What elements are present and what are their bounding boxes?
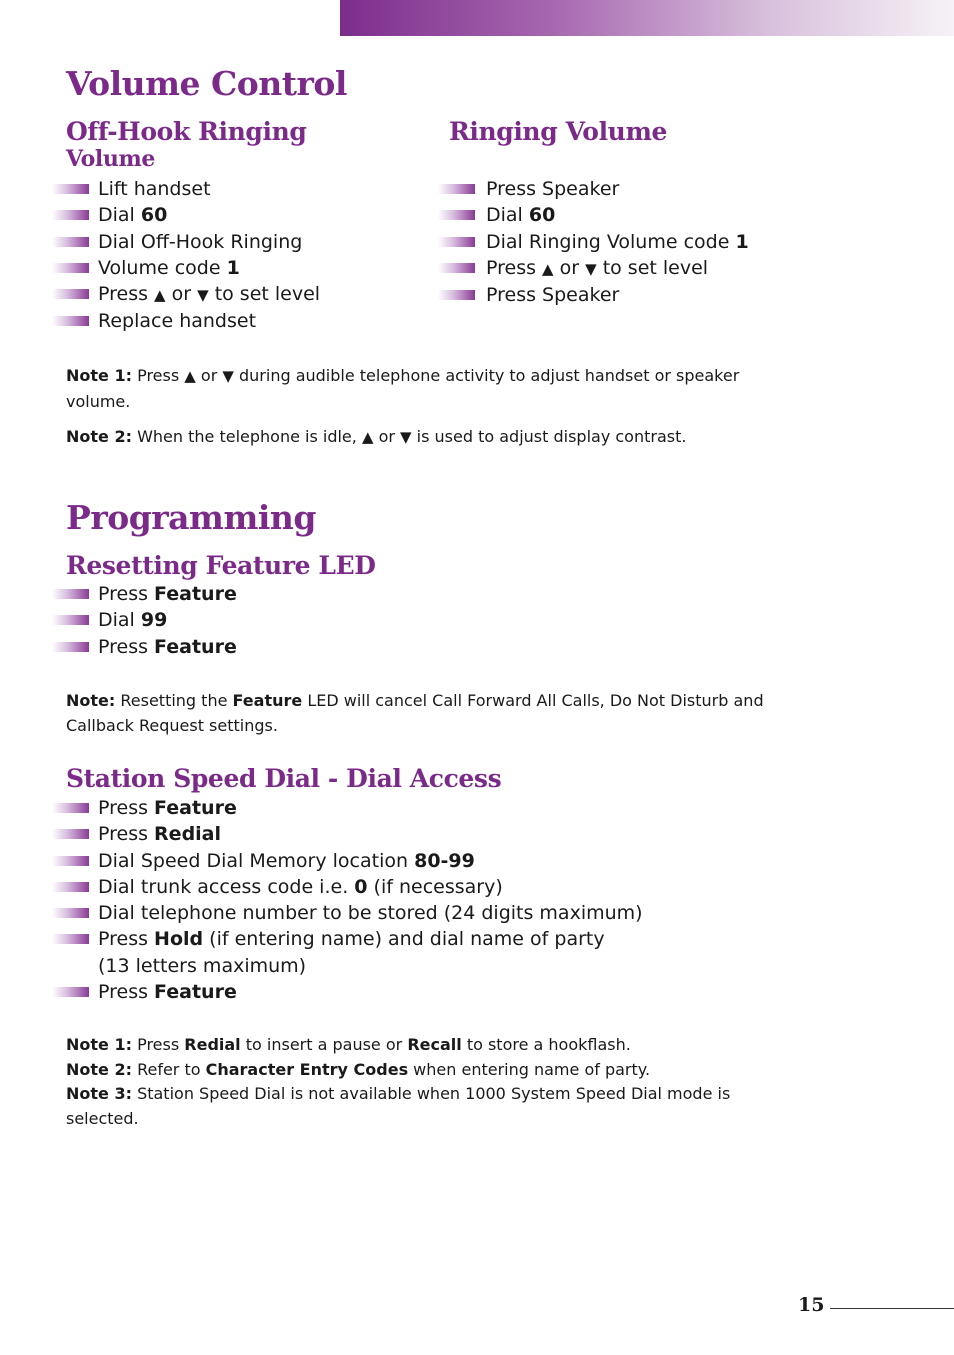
- bullet-bar-icon: [438, 237, 475, 247]
- step-code: 0: [354, 875, 368, 898]
- step-code: 80-99: [414, 849, 475, 872]
- step-key: Feature: [154, 981, 237, 1004]
- note-text: or: [373, 427, 401, 446]
- step-key: Feature: [154, 583, 237, 605]
- list-item: [52, 848, 752, 874]
- bullet-bar-icon: [52, 237, 89, 247]
- step-code: 60: [528, 204, 556, 227]
- step-text: Dial trunk access code i.e.: [98, 875, 355, 898]
- list-item: [438, 229, 858, 255]
- step-text: Dial Off-Hook Ringing: [98, 230, 303, 253]
- list-item: [52, 926, 752, 979]
- down-arrow-icon: ▼: [400, 428, 412, 446]
- step-text: Press: [98, 283, 155, 306]
- note-key: Recall: [407, 1035, 462, 1054]
- resetting-note: [66, 688, 816, 738]
- up-arrow-icon: ▲: [542, 259, 554, 278]
- list-item: [52, 229, 412, 255]
- ringing-volume-heading: Ringing Volume: [449, 117, 667, 146]
- note-text: Press: [131, 1035, 185, 1054]
- page-number: 15: [798, 1294, 825, 1316]
- resetting-steps-list: [52, 581, 452, 660]
- ringing-volume-steps-list: [438, 176, 858, 308]
- resetting-feature-led-heading: Resetting Feature LED: [66, 551, 376, 580]
- volume-control-heading: Volume Control: [66, 64, 347, 103]
- step-code: 1: [735, 230, 749, 253]
- note-label: Note 1:: [66, 366, 132, 385]
- note-text: Press: [131, 366, 185, 385]
- bullet-bar-icon: [52, 934, 89, 944]
- speed-dial-steps-list: [52, 795, 752, 1005]
- list-item: [52, 176, 412, 202]
- note-text: Resetting the: [115, 691, 233, 710]
- list-item: [52, 281, 412, 308]
- bullet-bar-icon: [52, 289, 89, 299]
- list-item: [438, 282, 858, 308]
- list-item: [52, 581, 452, 607]
- bullet-bar-icon: [52, 642, 89, 652]
- list-item: [52, 821, 752, 847]
- bullet-bar-icon: [52, 184, 89, 194]
- bullet-bar-icon: [52, 882, 89, 892]
- step-text: Press: [98, 981, 155, 1004]
- off-hook-ringing-volume-heading: [66, 117, 366, 172]
- step-code: 60: [140, 204, 168, 227]
- list-item: [52, 979, 752, 1005]
- bullet-bar-icon: [52, 210, 89, 220]
- bullet-bar-icon: [438, 210, 475, 220]
- note-key: Character Entry Codes: [205, 1059, 409, 1079]
- step-text: Press Speaker: [486, 284, 620, 307]
- speed-dial-note-3: [66, 1082, 766, 1131]
- bullet-bar-icon: [52, 803, 89, 813]
- off-hook-heading-line2: Volume: [66, 146, 155, 172]
- step-text: Dial: [486, 204, 529, 227]
- list-item: [52, 607, 452, 633]
- step-key: Feature: [154, 635, 237, 658]
- note-text: during audible telephone activity to adjust handset or speaker volume.: [66, 366, 740, 411]
- off-hook-steps-list: [52, 176, 412, 335]
- page-number-rule: [830, 1308, 954, 1309]
- bullet-bar-icon: [52, 908, 89, 918]
- bullet-bar-icon: [52, 615, 89, 625]
- note-text: to store a hookflash.: [461, 1035, 631, 1054]
- bullet-bar-icon: [52, 263, 89, 273]
- note-text: is used to adjust display contrast.: [411, 427, 687, 446]
- down-arrow-icon: ▼: [585, 259, 597, 278]
- speed-dial-note-2: [66, 1058, 766, 1083]
- up-arrow-icon: ▲: [361, 428, 374, 446]
- list-item: [52, 634, 452, 660]
- step-text: Dial Speed Dial Memory location: [98, 849, 415, 872]
- step-text: Press: [98, 583, 155, 605]
- off-hook-heading-line1: Off-Hook Ringing: [66, 117, 307, 146]
- step-text: Dial: [98, 609, 141, 632]
- step-text: Press: [486, 256, 543, 279]
- note-label: Note 1:: [66, 1035, 132, 1054]
- step-text: Press: [98, 635, 155, 658]
- note-text: or: [195, 366, 223, 385]
- note-text: Station Speed Dial is not available when 1000 System Speed Dial mode is selected.: [66, 1084, 731, 1128]
- step-code: 99: [140, 609, 168, 632]
- step-text: Press: [98, 797, 155, 819]
- list-item: [438, 176, 858, 202]
- note-label: Note 3:: [66, 1084, 132, 1103]
- volume-note-1: [66, 363, 786, 414]
- step-text: to set level: [208, 283, 321, 306]
- station-speed-dial-heading: Station Speed Dial - Dial Access: [66, 764, 502, 793]
- bullet-bar-icon: [52, 829, 89, 839]
- header-gradient-bar: [340, 0, 954, 36]
- step-text: or: [553, 256, 586, 279]
- bullet-bar-icon: [52, 856, 89, 866]
- bullet-bar-icon: [438, 263, 475, 273]
- list-item: [52, 795, 752, 821]
- note-text: Refer to: [131, 1059, 206, 1079]
- bullet-bar-icon: [52, 987, 89, 997]
- step-key: Feature: [154, 797, 237, 819]
- bullet-bar-icon: [52, 316, 89, 326]
- step-text: Dial telephone number to be stored (24 digits maximum): [98, 902, 643, 925]
- step-text-continued: (13 letters maximum): [98, 954, 307, 977]
- step-text: or: [165, 283, 198, 306]
- note-text: to insert a pause or: [240, 1035, 408, 1054]
- list-item: [438, 202, 858, 228]
- programming-heading: Programming: [66, 498, 316, 537]
- speed-dial-notes: [66, 1033, 766, 1131]
- volume-note-2: [66, 424, 786, 450]
- list-item: [52, 874, 752, 900]
- list-item: [52, 308, 412, 334]
- bullet-bar-icon: [438, 290, 475, 300]
- note-text: LED will cancel Call Forward All Calls, Do Not Disturb and Callback Request settings.: [66, 691, 764, 735]
- step-code: 1: [226, 256, 240, 279]
- up-arrow-icon: ▲: [154, 286, 166, 305]
- note-key: Redial: [184, 1035, 241, 1054]
- step-text: Press Speaker: [486, 178, 620, 200]
- step-text: Lift handset: [98, 178, 211, 200]
- note-text: when entering name of party.: [408, 1059, 651, 1079]
- list-item: [438, 255, 858, 282]
- step-key: Hold: [154, 928, 204, 951]
- step-text: Volume code: [98, 256, 227, 279]
- step-text: Press: [98, 823, 155, 846]
- list-item: [52, 255, 412, 281]
- note-label: Note 2:: [66, 427, 132, 446]
- list-item: [52, 900, 752, 926]
- down-arrow-icon: ▼: [197, 286, 209, 305]
- speed-dial-note-1: [66, 1033, 766, 1058]
- step-text: Press: [98, 928, 155, 951]
- note-text: When the telephone is idle,: [131, 427, 362, 446]
- step-text: (if entering name) and dial name of party: [203, 928, 605, 951]
- step-text: (if necessary): [367, 875, 503, 898]
- note-label: Note 2:: [66, 1059, 132, 1079]
- bullet-bar-icon: [438, 184, 475, 194]
- list-item: [52, 202, 412, 228]
- step-text: Dial Ringing Volume code: [486, 230, 736, 253]
- note-key: Feature: [232, 691, 303, 710]
- bullet-bar-icon: [52, 589, 89, 599]
- step-text: to set level: [596, 256, 709, 279]
- note-label: Note:: [66, 691, 116, 710]
- step-text: Replace handset: [98, 310, 257, 333]
- step-text: Dial: [98, 204, 141, 227]
- down-arrow-icon: ▼: [222, 367, 234, 385]
- step-key: Redial: [154, 823, 222, 846]
- up-arrow-icon: ▲: [184, 367, 196, 385]
